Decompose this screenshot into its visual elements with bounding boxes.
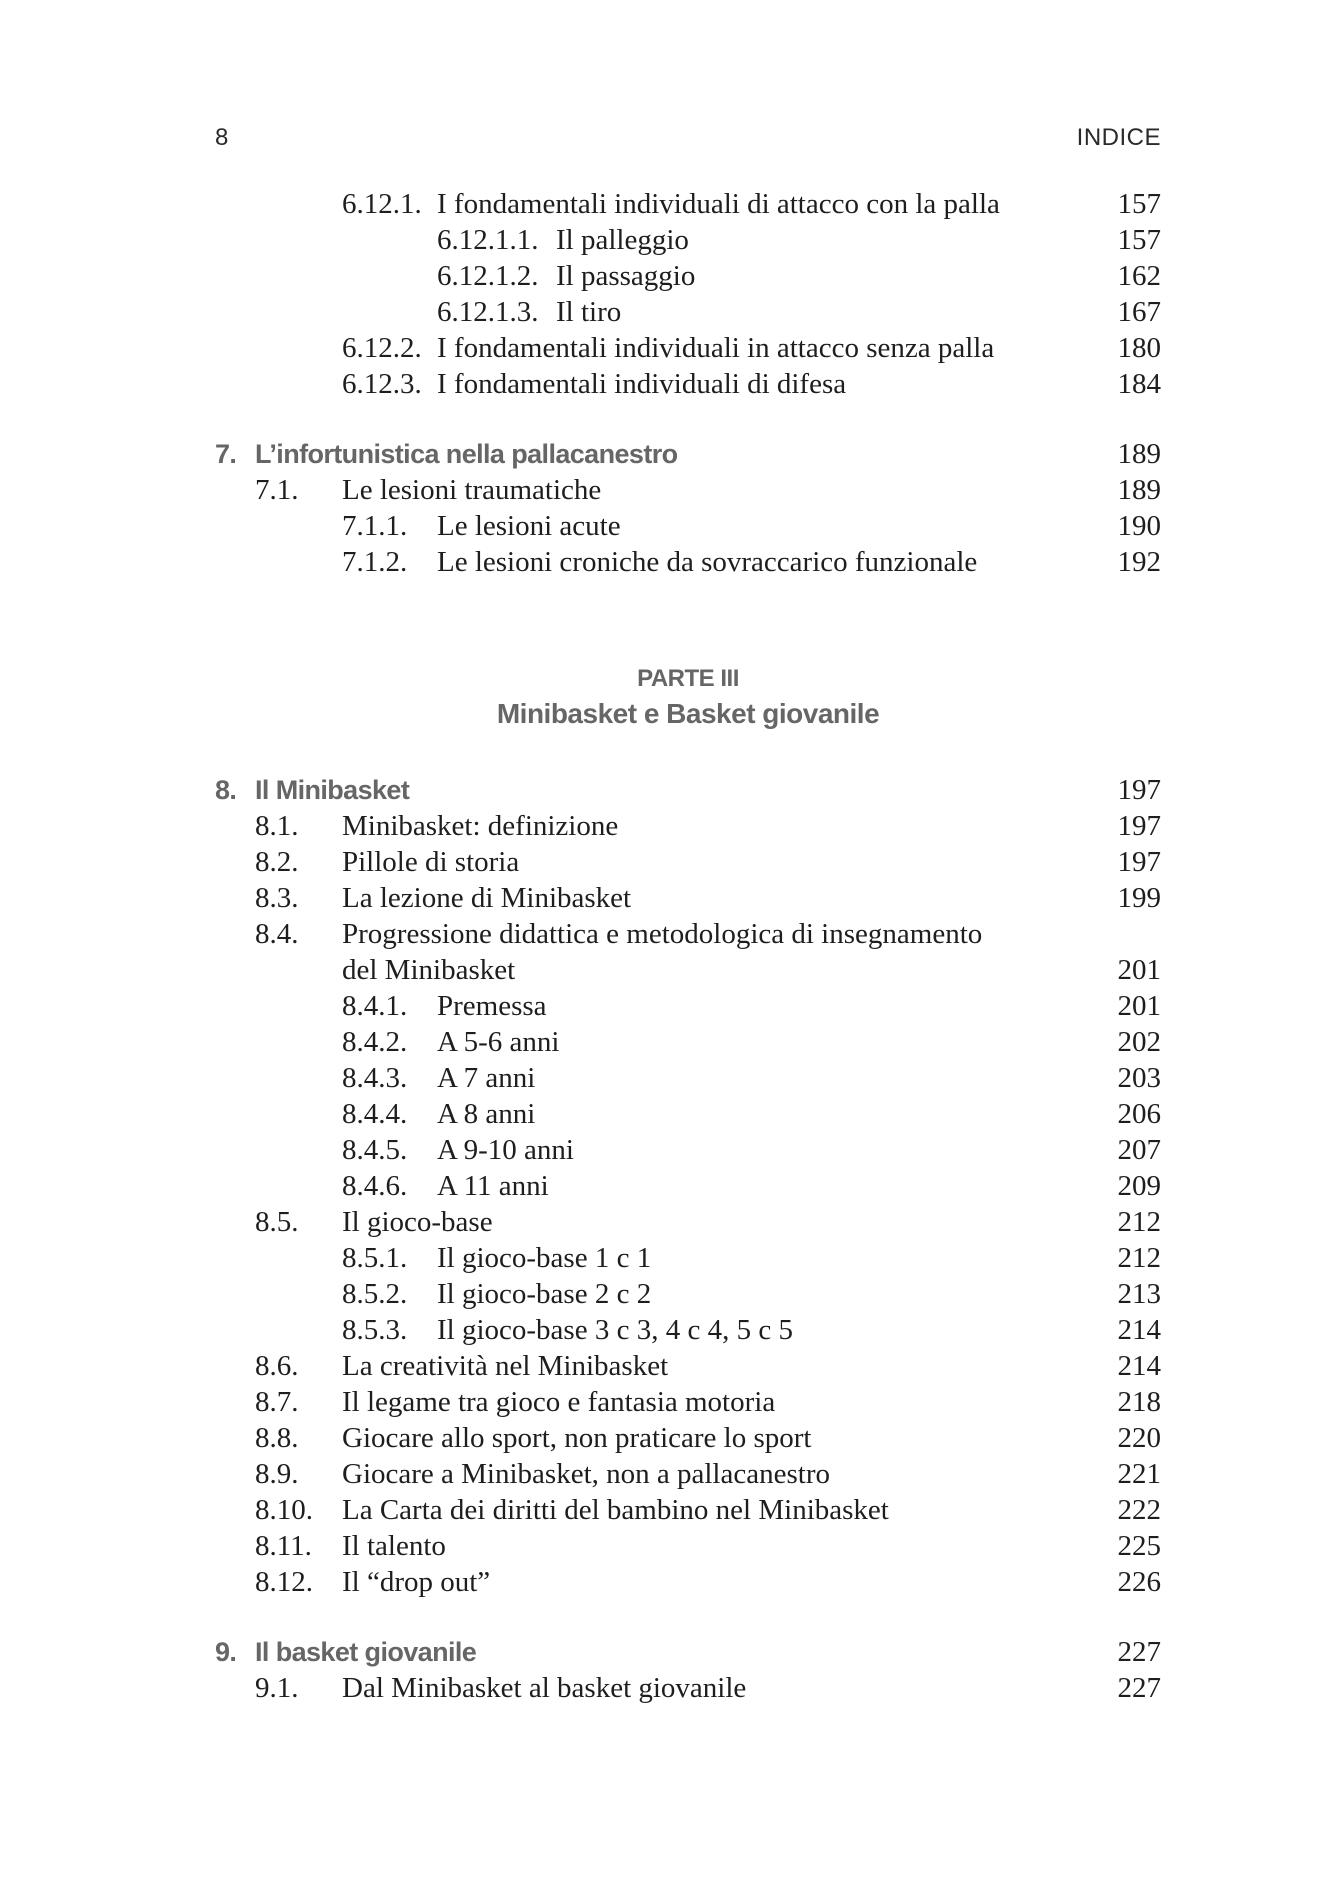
toc-entry-continuation[interactable] xyxy=(215,952,1161,988)
entry-title: A 9-10 anni xyxy=(437,1134,574,1166)
entry-title: Il gioco-base 3 c 3, 4 c 4, 5 c 5 xyxy=(437,1314,793,1346)
chapter-title: L’infortunistica nella pallacanestro xyxy=(255,439,678,469)
entry-title: Le lesioni croniche da sovraccarico funzionale xyxy=(437,546,978,578)
entry-title: La lezione di Minibasket xyxy=(342,882,632,914)
entry-title: A 7 anni xyxy=(437,1062,536,1094)
page-number: 8 xyxy=(215,124,229,151)
entry-page: 199 xyxy=(1117,882,1161,914)
entry-number: 8.8. xyxy=(255,1422,299,1454)
entry-page: 190 xyxy=(1117,510,1161,542)
chapter-heading-8[interactable] xyxy=(215,772,1161,808)
toc-entry[interactable] xyxy=(215,1564,1161,1600)
entry-page: 226 xyxy=(1117,1566,1161,1598)
entry-page: 220 xyxy=(1117,1422,1161,1454)
entry-title: Il passaggio xyxy=(556,260,696,292)
entry-number: 7.1.1. xyxy=(342,510,408,542)
entry-page: 180 xyxy=(1117,332,1161,364)
toc-entry[interactable] xyxy=(215,880,1161,916)
chapter-page: 227 xyxy=(1117,1636,1161,1668)
entry-number: 8.4. xyxy=(255,918,299,950)
toc-entry[interactable] xyxy=(215,472,1161,508)
entry-number: 6.12.1. xyxy=(342,188,422,220)
toc-entry[interactable] xyxy=(215,1024,1161,1060)
toc-entry[interactable] xyxy=(215,916,1161,952)
toc-entry[interactable] xyxy=(215,1492,1161,1528)
entry-page: 212 xyxy=(1117,1206,1161,1238)
entry-number: 7.1.2. xyxy=(342,546,408,578)
entry-title: I fondamentali individuali in attacco senza palla xyxy=(437,332,995,364)
entry-number: 7.1. xyxy=(255,474,299,506)
running-title: INDICE xyxy=(1076,124,1161,151)
entry-number: 9.1. xyxy=(255,1672,299,1704)
entry-title: Le lesioni traumatiche xyxy=(342,474,602,506)
entry-number: 8.10. xyxy=(255,1494,313,1526)
entry-number: 8.2. xyxy=(255,846,299,878)
toc-entry[interactable] xyxy=(215,1670,1161,1706)
entry-page: 197 xyxy=(1117,846,1161,878)
toc-entry[interactable] xyxy=(215,1348,1161,1384)
table-of-contents xyxy=(215,186,1161,1706)
entry-title: Il palleggio xyxy=(556,224,689,256)
toc-entry[interactable] xyxy=(215,1168,1161,1204)
entry-page: 184 xyxy=(1117,368,1161,400)
entry-number: 6.12.3. xyxy=(342,368,422,400)
entry-number: 8.6. xyxy=(255,1350,299,1382)
spacer xyxy=(215,1600,1161,1634)
page-header xyxy=(215,124,1161,154)
entry-number: 8.1. xyxy=(255,810,299,842)
entry-page: 162 xyxy=(1117,260,1161,292)
entry-page: 189 xyxy=(1117,474,1161,506)
entry-number: 8.7. xyxy=(255,1386,299,1418)
chapter-page: 189 xyxy=(1117,438,1161,470)
entry-title: Il talento xyxy=(342,1530,446,1562)
entry-number: 6.12.1.3. xyxy=(437,296,539,328)
entry-title: Giocare allo sport, non praticare lo sport xyxy=(342,1422,812,1454)
entry-number: 8.5.3. xyxy=(342,1314,408,1346)
entry-title: I fondamentali individuali di difesa xyxy=(437,368,847,400)
toc-entry[interactable] xyxy=(215,1420,1161,1456)
toc-entry[interactable] xyxy=(215,294,1161,330)
entry-page: 222 xyxy=(1117,1494,1161,1526)
chapter-title: Il basket giovanile xyxy=(255,1637,477,1667)
toc-entry[interactable] xyxy=(215,508,1161,544)
entry-number: 6.12.1.1. xyxy=(437,224,539,256)
entry-title: Il gioco-base xyxy=(342,1206,493,1238)
chapter-number: 9. xyxy=(215,1637,237,1667)
entry-title: Pillole di storia xyxy=(342,846,520,878)
toc-entry[interactable] xyxy=(215,1060,1161,1096)
toc-entry[interactable] xyxy=(215,1132,1161,1168)
entry-title: A 8 anni xyxy=(437,1098,536,1130)
entry-number: 8.4.4. xyxy=(342,1098,408,1130)
entry-number: 8.5.2. xyxy=(342,1278,408,1310)
entry-page: 225 xyxy=(1117,1530,1161,1562)
chapter-heading-7[interactable] xyxy=(215,436,1161,472)
entry-title: A 5-6 anni xyxy=(437,1026,560,1058)
entry-title: Giocare a Minibasket, non a pallacanestro xyxy=(342,1458,830,1490)
entry-number: 8.11. xyxy=(255,1530,312,1562)
toc-entry[interactable] xyxy=(215,1456,1161,1492)
entry-title: I fondamentali individuali di attacco con la palla xyxy=(437,188,1000,220)
entry-title: Il gioco-base 1 c 1 xyxy=(437,1242,652,1274)
entry-title: La Carta dei diritti del bambino nel Minibasket xyxy=(342,1494,889,1526)
entry-page: 221 xyxy=(1117,1458,1161,1490)
entry-page: 202 xyxy=(1117,1026,1161,1058)
entry-title-continuation: del Minibasket xyxy=(342,954,516,986)
entry-number: 8.9. xyxy=(255,1458,299,1490)
toc-entry[interactable] xyxy=(215,988,1161,1024)
toc-entry[interactable] xyxy=(215,222,1161,258)
chapter-title: Il Minibasket xyxy=(255,775,410,805)
entry-page: 209 xyxy=(1117,1170,1161,1202)
toc-entry[interactable] xyxy=(215,330,1161,366)
entry-title: Progressione didattica e metodologica di insegnamento xyxy=(342,918,983,950)
part-title: Minibasket e Basket giovanile xyxy=(496,698,880,729)
entry-title: Dal Minibasket al basket giovanile xyxy=(342,1672,747,1704)
toc-entry[interactable] xyxy=(215,808,1161,844)
entry-page: 192 xyxy=(1117,546,1161,578)
entry-page: 203 xyxy=(1117,1062,1161,1094)
entry-page: 201 xyxy=(1117,954,1161,986)
toc-entry[interactable] xyxy=(215,1276,1161,1312)
entry-number: 6.12.1.2. xyxy=(437,260,539,292)
toc-entry[interactable] xyxy=(215,544,1161,580)
entry-page: 227 xyxy=(1117,1672,1161,1704)
entry-title: Il tiro xyxy=(556,296,622,328)
toc-entry[interactable] xyxy=(215,1240,1161,1276)
entry-number: 8.4.5. xyxy=(342,1134,408,1166)
toc-entry[interactable] xyxy=(215,258,1161,294)
toc-entry[interactable] xyxy=(215,844,1161,880)
chapter-page: 197 xyxy=(1117,774,1161,806)
entry-title: Le lesioni acute xyxy=(437,510,621,542)
entry-page: 214 xyxy=(1117,1350,1161,1382)
entry-number: 8.5.1. xyxy=(342,1242,408,1274)
toc-entry[interactable] xyxy=(215,1204,1161,1240)
toc-entry[interactable] xyxy=(215,186,1161,222)
entry-number: 8.3. xyxy=(255,882,299,914)
entry-number: 8.4.1. xyxy=(342,990,408,1022)
entry-page: 201 xyxy=(1117,990,1161,1022)
entry-page: 212 xyxy=(1117,1242,1161,1274)
toc-entry[interactable] xyxy=(215,1096,1161,1132)
entry-title: Minibasket: definizione xyxy=(342,810,619,842)
entry-number: 8.4.3. xyxy=(342,1062,408,1094)
spacer xyxy=(215,402,1161,436)
entry-page: 214 xyxy=(1117,1314,1161,1346)
entry-number: 8.4.6. xyxy=(342,1170,408,1202)
toc-entry[interactable] xyxy=(215,366,1161,402)
entry-title: La creatività nel Minibasket xyxy=(342,1350,669,1382)
entry-page: 206 xyxy=(1117,1098,1161,1130)
entry-number: 8.5. xyxy=(255,1206,299,1238)
chapter-number: 8. xyxy=(215,775,237,805)
toc-entry[interactable] xyxy=(215,1384,1161,1420)
entry-number: 8.12. xyxy=(255,1566,313,1598)
toc-entry[interactable] xyxy=(215,1312,1161,1348)
entry-title: Premessa xyxy=(437,990,547,1022)
entry-number: 6.12.2. xyxy=(342,332,422,364)
entry-page: 213 xyxy=(1117,1278,1161,1310)
entry-page: 197 xyxy=(1117,810,1161,842)
chapter-number: 7. xyxy=(215,439,237,469)
entry-page: 218 xyxy=(1117,1386,1161,1418)
entry-title: A 11 anni xyxy=(437,1170,549,1202)
entry-number: 8.4.2. xyxy=(342,1026,408,1058)
spacer xyxy=(215,734,1161,772)
toc-entry[interactable] xyxy=(215,1528,1161,1564)
entry-title: Il gioco-base 2 c 2 xyxy=(437,1278,652,1310)
entry-page: 157 xyxy=(1117,188,1161,220)
spacer xyxy=(215,580,1161,664)
entry-title: Il “drop out” xyxy=(342,1566,491,1598)
part-label: PARTE III xyxy=(637,665,739,692)
entry-page: 157 xyxy=(1117,224,1161,256)
entry-page: 167 xyxy=(1117,296,1161,328)
entry-page: 207 xyxy=(1117,1134,1161,1166)
entry-title: Il legame tra gioco e fantasia motoria xyxy=(342,1386,776,1418)
chapter-heading-9[interactable] xyxy=(215,1634,1161,1670)
